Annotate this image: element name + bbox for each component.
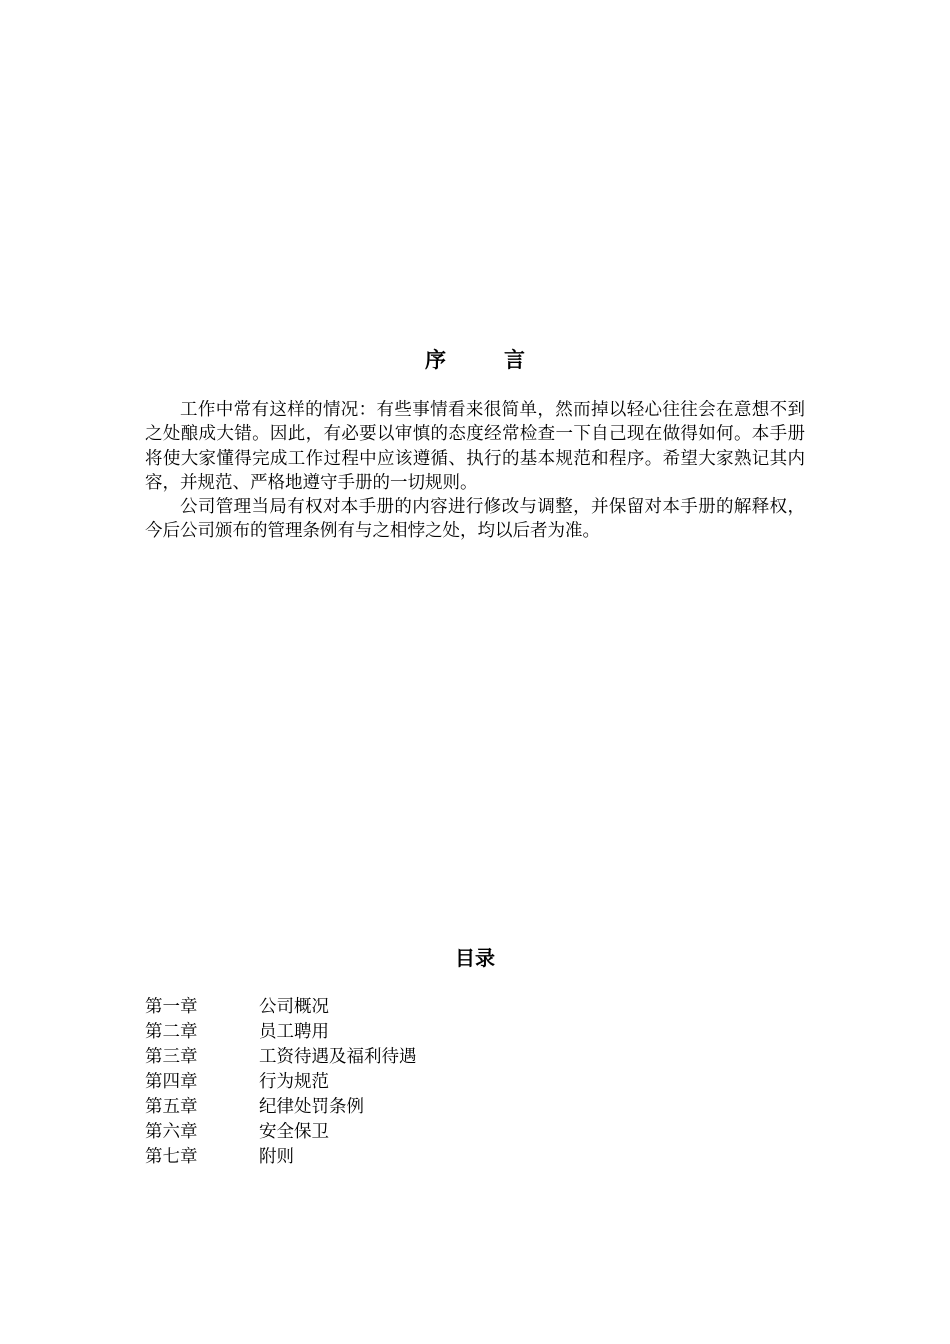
toc-chapter-label: 第四章 bbox=[145, 1072, 198, 1092]
toc-item bbox=[145, 1045, 645, 1070]
preface-paragraph-1: 工作中常有这样的情况：有些事情看来很简单，然而掉以轻心往往会在意想不到之处酿成大错。因此，有必要以审慎的态度经常检查一下自己现在做得如何。本手册将使大家懂得完成工作过程中应该遵循、执行的基本规范和程序。希望大家熟记其内容，并规范、严格地遵守手册的一切规则。 bbox=[145, 400, 805, 493]
toc-item bbox=[145, 1070, 645, 1095]
preface-title-char-2: 言 bbox=[504, 348, 525, 372]
toc-item bbox=[145, 1120, 645, 1145]
toc-item bbox=[145, 1095, 645, 1120]
toc-chapter-name: 安全保卫 bbox=[259, 1122, 329, 1142]
toc-item bbox=[145, 995, 645, 1020]
toc-title: 目录 bbox=[455, 946, 495, 970]
table-of-contents bbox=[145, 995, 645, 1170]
toc-chapter-name: 附则 bbox=[259, 1147, 294, 1167]
toc-chapter-name: 行为规范 bbox=[259, 1072, 329, 1092]
toc-chapter-label: 第一章 bbox=[145, 997, 198, 1017]
preface-title bbox=[0, 344, 950, 376]
toc-chapter-label: 第三章 bbox=[145, 1047, 198, 1067]
toc-chapter-name: 员工聘用 bbox=[259, 1022, 329, 1042]
toc-chapter-label: 第五章 bbox=[145, 1097, 198, 1117]
preface-paragraph-2: 公司管理当局有权对本手册的内容进行修改与调整，并保留对本手册的解释权，今后公司颁布的管理条例有与之相悖之处，均以后者为准。 bbox=[145, 497, 805, 542]
preface-title-char-1: 序 bbox=[425, 348, 446, 372]
toc-item bbox=[145, 1020, 645, 1045]
preface-body bbox=[145, 398, 805, 544]
toc-item bbox=[145, 1145, 645, 1170]
toc-chapter-name: 纪律处罚条例 bbox=[259, 1097, 364, 1117]
toc-chapter-label: 第七章 bbox=[145, 1147, 198, 1167]
toc-chapter-label: 第六章 bbox=[145, 1122, 198, 1142]
toc-chapter-name: 公司概况 bbox=[259, 997, 329, 1017]
toc-chapter-name: 工资待遇及福利待遇 bbox=[259, 1047, 417, 1067]
toc-chapter-label: 第二章 bbox=[145, 1022, 198, 1042]
